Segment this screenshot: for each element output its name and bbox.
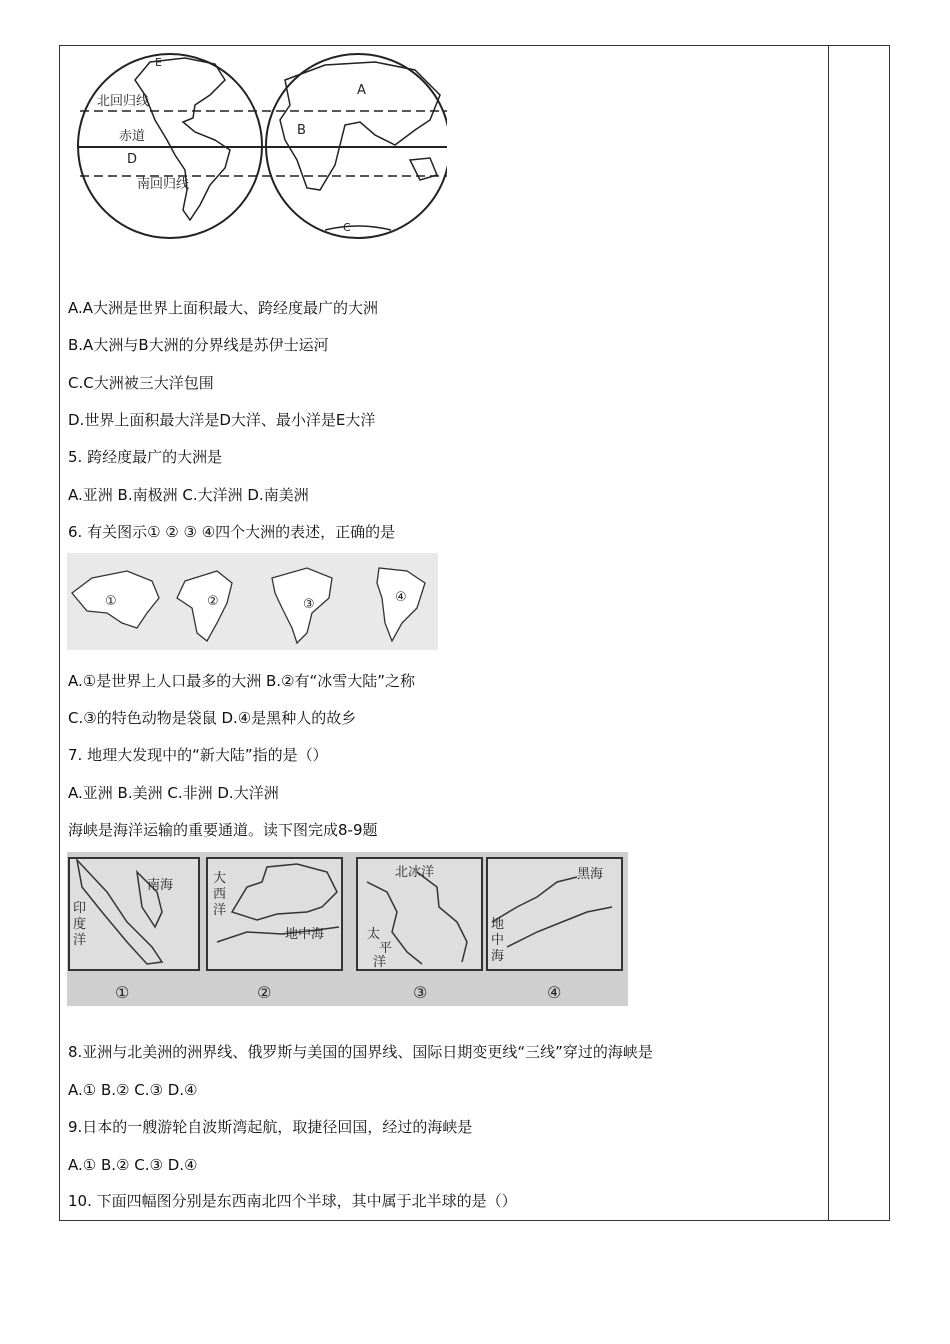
label-s-tropic: 南回归线 (137, 177, 190, 192)
label-A: A (357, 83, 366, 98)
q9-stem: 9.日本的一艘游轮自波斯湾起航，取捷径回国，经过的海峡是 (68, 1118, 473, 1136)
q4-option-a: A.A大洲是世界上面积最大、跨经度最广的大洲 (68, 299, 379, 317)
panel1-num: ① (115, 983, 130, 1002)
continent-3-label: ③ (303, 597, 315, 612)
q6-options-ab: A.①是世界上人口最多的大洲 B.②有“冰雪大陆”之称 (68, 672, 416, 690)
panel2-num: ② (257, 983, 272, 1002)
panel1-ocean-char1: 印 (73, 901, 87, 916)
panel1-ocean-char2: 度 (73, 917, 87, 932)
panel3-ocean-s-char1: 太 (367, 927, 381, 942)
q4-option-b: B.A大洲与B大洲的分界线是苏伊士运河 (68, 336, 329, 354)
continent-1-label: ① (105, 594, 117, 609)
panel3-ocean-n: 北冰洋 (395, 865, 435, 880)
panel4-num: ④ (547, 983, 562, 1002)
panel3-ocean-s-char2: 平 (379, 941, 393, 956)
q9-options: A.① B.② C.③ D.④ (68, 1156, 198, 1174)
panel3-num: ③ (413, 983, 428, 1002)
q89-intro: 海峡是海洋运输的重要通道。读下图完成8-9题 (68, 821, 378, 839)
q10-stem: 10. 下面四幅图分别是东西南北四个半球，其中属于北半球的是（） (68, 1192, 517, 1210)
panel3-ocean-s-char3: 洋 (373, 955, 387, 970)
q5-options: A.亚洲 B.南极洲 C.大洋洲 D.南美洲 (68, 486, 309, 504)
panel4-sea-s-char2: 中 (491, 933, 505, 948)
q8-stem: 8.亚洲与北美洲的洲界线、俄罗斯与美国的国界线、国际日期变更线“三线”穿过的海峡是 (68, 1043, 653, 1061)
q5-stem: 5. 跨经度最广的大洲是 (68, 448, 223, 466)
panel4-sea-n: 黑海 (577, 867, 604, 882)
label-n-tropic: 北回归线 (97, 94, 150, 109)
label-D: D (127, 152, 138, 167)
q6-options-cd: C.③的特色动物是袋鼠 D.④是黑种人的故乡 (68, 709, 357, 727)
panel2-sea: 地中海 (285, 927, 325, 942)
label-equator: 赤道 (119, 129, 146, 144)
panel2-ocean-char3: 洋 (213, 903, 227, 918)
continent-4-label: ④ (395, 590, 407, 605)
q7-options: A.亚洲 B.美洲 C.非洲 D.大洋洲 (68, 784, 279, 802)
label-C: C (343, 221, 351, 234)
label-E: E (155, 56, 162, 69)
continent-2-label: ② (207, 594, 219, 609)
panel1-sea: 南海 (147, 878, 174, 893)
table-column-divider (828, 45, 829, 1221)
panel1-ocean-char3: 洋 (73, 933, 87, 948)
panel4-sea-s-char3: 海 (491, 949, 505, 964)
q8-options: A.① B.② C.③ D.④ (68, 1081, 198, 1099)
panel4-sea-s-char1: 地 (491, 917, 505, 932)
label-B: B (297, 123, 306, 138)
q6-stem: 6. 有关图示① ② ③ ④四个大洲的表述，正确的是 (68, 523, 396, 541)
straits-figure (67, 852, 628, 1006)
continents-figure (67, 553, 438, 650)
q4-option-c: C.C大洲被三大洋包围 (68, 374, 214, 392)
hemisphere-map-figure (75, 50, 447, 245)
panel2-ocean-char2: 西 (213, 887, 227, 902)
q7-stem: 7. 地理大发现中的“新大陆”指的是（） (68, 746, 328, 764)
panel2-ocean-char1: 大 (213, 871, 227, 886)
q4-option-d: D.世界上面积最大洋是D大洋、最小洋是E大洋 (68, 411, 376, 429)
